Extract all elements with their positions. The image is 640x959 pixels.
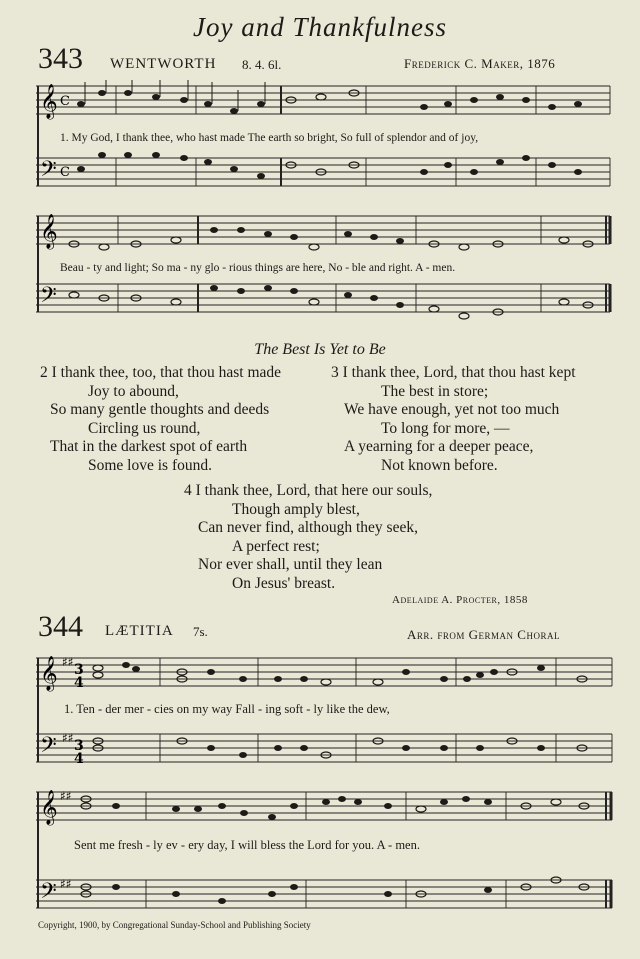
lyric-343-line1: 1. My God, I thank thee, who hast made The earth so bright, So full of splendor and of joy,: [60, 132, 479, 144]
lyric-344-line2: Sent me fresh - ly ev - ery day, I will bless the Lord for you. A - men.: [74, 838, 420, 852]
verse-3: [331, 364, 631, 476]
verse-3-line: The best in store;: [381, 382, 489, 400]
svg-text:𝄢: 𝄢: [40, 157, 57, 187]
verse-3-line: We have enough, yet not too much: [344, 401, 560, 419]
svg-text:C: C: [60, 94, 70, 109]
verse-2-line: Some love is found.: [88, 456, 212, 474]
svg-text:𝄢: 𝄢: [40, 733, 57, 763]
verse-4-line: 4 I thank thee, Lord, that here our souls,: [184, 482, 433, 499]
svg-text:♯♯: ♯♯: [60, 877, 72, 891]
svg-text:♯♯: ♯♯: [62, 731, 74, 745]
copyright-notice: Copyright, 1900, by Congregational Sunday-School and Publishing Society: [38, 920, 311, 930]
hymn-number-344: 344: [38, 610, 83, 643]
verse-2-line: 2 I thank thee, too, that thou hast made: [40, 364, 282, 381]
svg-text:C: C: [60, 165, 70, 180]
verse-3-line: A yearning for a deeper peace,: [344, 438, 534, 456]
verse-4-line: Can never find, although they seek,: [198, 519, 418, 537]
arranger-344: Arr. from German Choral: [407, 627, 560, 642]
svg-text:♯♯: ♯♯: [60, 789, 72, 803]
verse-3-line: Not known before.: [381, 456, 498, 474]
svg-text:𝄞: 𝄞: [40, 84, 58, 119]
svg-text:𝄞: 𝄞: [40, 790, 58, 825]
svg-text:4: 4: [74, 675, 84, 691]
tune-name-344: LÆTITIA: [105, 623, 174, 639]
author-343: Adelaide A. Procter, 1858: [392, 594, 528, 606]
svg-text:3: 3: [74, 662, 84, 678]
tune-name-343: WENTWORTH: [110, 56, 217, 72]
svg-text:4: 4: [74, 751, 84, 767]
verse-2-line: That in the darkest spot of earth: [50, 438, 248, 456]
verse-4-line: On Jesus' breast.: [232, 574, 336, 592]
composer-343: Frederick C. Maker, 1876: [404, 56, 556, 71]
meter-343: 8. 4. 6l.: [242, 57, 282, 72]
verse-2-line: Circling us round,: [88, 419, 201, 437]
lyric-344-line1: 1. Ten - der mer - cies on my way Fall - ing soft - ly like the dew,: [64, 702, 390, 716]
verse-4-line: Though amply blest,: [232, 500, 360, 518]
hymn-number-343: 343: [38, 42, 83, 75]
section-title: Joy and Thankfulness: [193, 12, 447, 42]
verse-2: [40, 364, 330, 476]
verse-2-line: Joy to abound,: [88, 382, 179, 400]
verse-2-line: So many gentle thoughts and deeds: [50, 401, 270, 419]
verse-3-line: 3 I thank thee, Lord, that thou hast kept: [331, 364, 576, 381]
svg-text:𝄞: 𝄞: [40, 656, 58, 691]
svg-text:𝄢: 𝄢: [40, 283, 57, 313]
svg-text:♯♯: ♯♯: [62, 655, 74, 669]
lyric-343-line2: Beau - ty and light; So ma - ny glo - rious things are here, No - ble and right. A - men.: [60, 262, 456, 274]
verse-3-line: To long for more, —: [381, 419, 510, 437]
verse-4-line: Nor ever shall, until they lean: [198, 556, 383, 574]
verse-4: [184, 482, 504, 594]
svg-text:𝄞: 𝄞: [40, 214, 58, 249]
meter-344: 7s.: [193, 624, 208, 639]
svg-text:3: 3: [74, 738, 84, 754]
svg-text:𝄢: 𝄢: [40, 879, 57, 909]
hymn-343-subtitle: The Best Is Yet to Be: [254, 341, 386, 358]
verse-4-line: A perfect rest;: [232, 537, 320, 555]
